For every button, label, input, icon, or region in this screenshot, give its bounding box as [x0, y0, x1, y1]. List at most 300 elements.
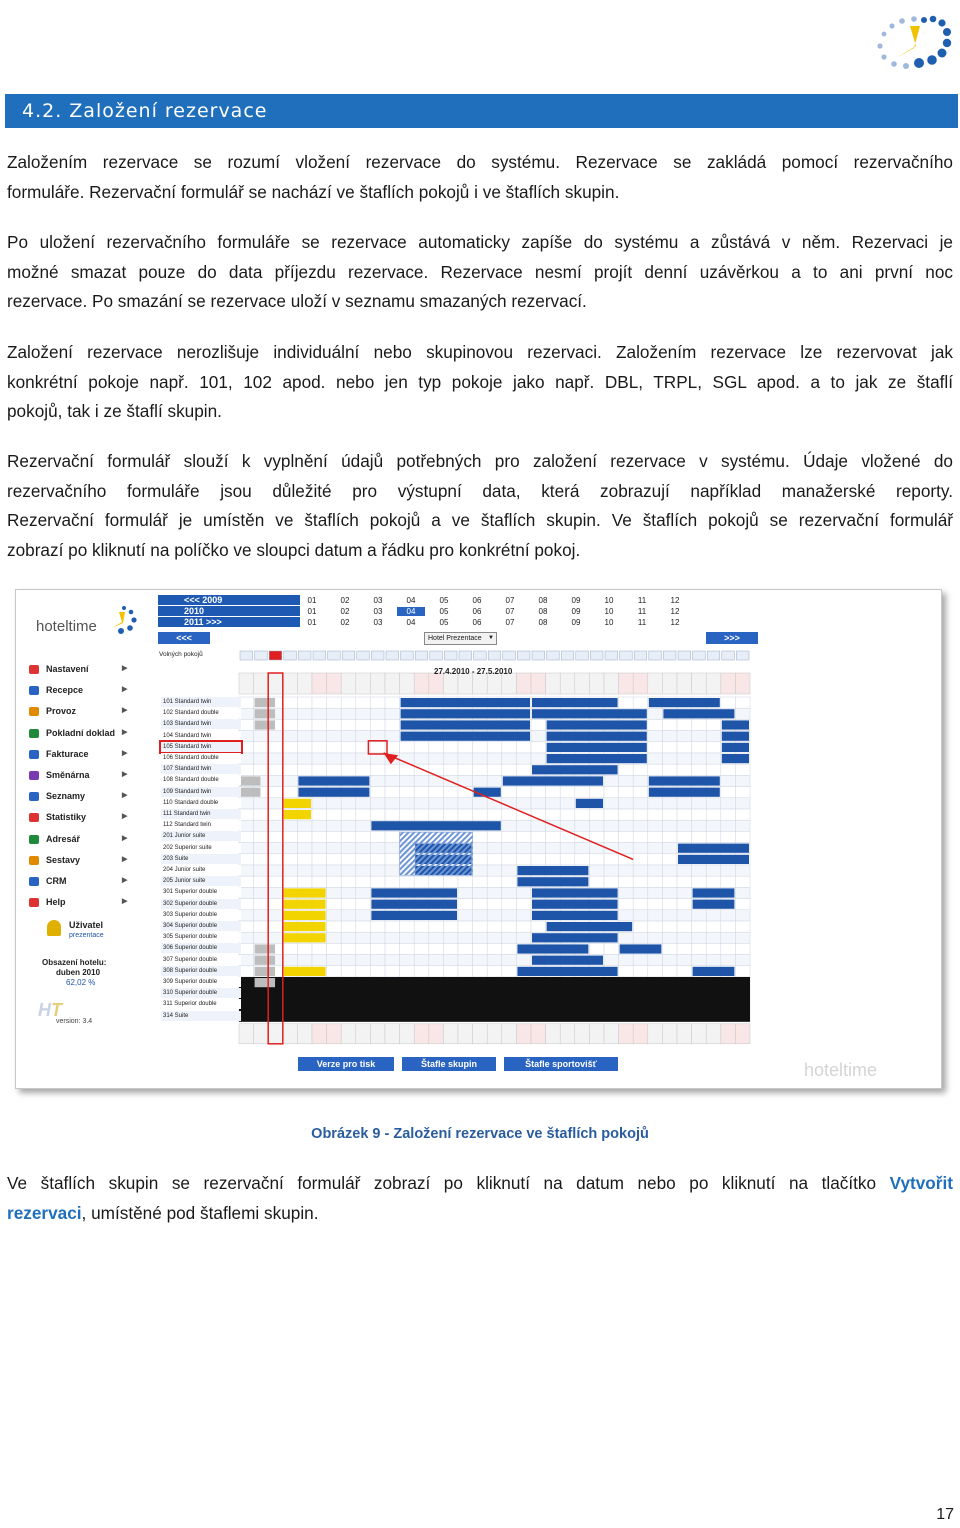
grid-cell[interactable] — [327, 753, 342, 764]
day-header-cell[interactable] — [735, 673, 750, 694]
grid-cell[interactable] — [516, 899, 531, 910]
grid-cell[interactable] — [516, 854, 531, 865]
grid-cell[interactable] — [370, 831, 385, 842]
grid-cell[interactable] — [662, 731, 677, 742]
grid-cell[interactable] — [341, 955, 356, 966]
grid-cell[interactable] — [254, 809, 269, 820]
day-header-cell[interactable] — [283, 673, 298, 694]
grid-cell[interactable] — [239, 719, 254, 730]
grid-cell[interactable] — [268, 798, 283, 809]
grid-cell[interactable] — [239, 887, 254, 898]
reservation-bar[interactable] — [532, 956, 603, 965]
grid-cell[interactable] — [516, 932, 531, 943]
grid-cell[interactable] — [735, 932, 750, 943]
grid-cell[interactable] — [254, 742, 269, 753]
grid-cell[interactable] — [735, 876, 750, 887]
day-header-cell[interactable] — [662, 673, 677, 694]
month-cell[interactable]: 08 — [538, 607, 548, 616]
room-row-label[interactable]: 310 Superior double — [161, 988, 241, 998]
room-row-label[interactable]: 306 Superior double — [161, 943, 241, 953]
month-cell[interactable]: 04 — [397, 607, 425, 616]
month-cell[interactable]: 03 — [373, 618, 383, 627]
grid-cell[interactable] — [283, 697, 298, 708]
reservation-bar[interactable] — [620, 944, 662, 953]
grid-cell[interactable] — [341, 764, 356, 775]
reservation-bar[interactable] — [298, 776, 369, 785]
day-footer-cell[interactable] — [414, 1024, 429, 1044]
grid-cell[interactable] — [414, 787, 429, 798]
grid-cell[interactable] — [662, 820, 677, 831]
grid-cell[interactable] — [531, 843, 546, 854]
day-footer-cell[interactable] — [268, 1024, 283, 1044]
grid-cell[interactable] — [268, 887, 283, 898]
grid-cell[interactable] — [633, 697, 648, 708]
reservation-bar[interactable] — [284, 933, 326, 942]
grid-cell[interactable] — [458, 966, 473, 977]
grid-cell[interactable] — [648, 798, 663, 809]
reservation-bar[interactable] — [517, 877, 588, 886]
day-header-cell[interactable] — [604, 673, 619, 694]
grid-cell[interactable] — [268, 820, 283, 831]
grid-cell[interactable] — [502, 787, 517, 798]
grid-cell[interactable] — [473, 809, 488, 820]
grid-cell[interactable] — [633, 787, 648, 798]
grid-cell[interactable] — [327, 731, 342, 742]
grid-cell[interactable] — [662, 764, 677, 775]
reservation-bar[interactable] — [532, 765, 618, 774]
month-cell[interactable]: 05 — [439, 607, 449, 616]
grid-cell[interactable] — [458, 753, 473, 764]
grid-cell[interactable] — [312, 854, 327, 865]
grid-cell[interactable] — [283, 787, 298, 798]
grid-cell[interactable] — [487, 966, 502, 977]
grid-cell[interactable] — [268, 910, 283, 921]
grid-cell[interactable] — [268, 809, 283, 820]
day-footer-cell[interactable] — [619, 1024, 634, 1044]
reservation-bar[interactable] — [503, 776, 603, 785]
grid-cell[interactable] — [327, 955, 342, 966]
grid-cell[interactable] — [633, 775, 648, 786]
grid-cell[interactable] — [487, 899, 502, 910]
grid-cell[interactable] — [473, 854, 488, 865]
grid-cell[interactable] — [516, 843, 531, 854]
menu-item[interactable] — [30, 876, 128, 886]
grid-cell[interactable] — [648, 764, 663, 775]
grid-cell[interactable] — [239, 921, 254, 932]
month-cell[interactable]: 02 — [340, 607, 350, 616]
grid-cell[interactable] — [473, 910, 488, 921]
grid-cell[interactable] — [341, 899, 356, 910]
grid-cell[interactable] — [385, 787, 400, 798]
grid-cell[interactable] — [268, 932, 283, 943]
grid-cell[interactable] — [400, 742, 415, 753]
day-footer-cell[interactable] — [502, 1024, 517, 1044]
grid-cell[interactable] — [546, 787, 561, 798]
day-header-cell[interactable] — [721, 673, 736, 694]
grid-cell[interactable] — [662, 910, 677, 921]
grid-cell[interactable] — [531, 731, 546, 742]
grid-cell[interactable] — [254, 887, 269, 898]
nav-next-button[interactable]: >>> — [706, 632, 758, 644]
day-footer-cell[interactable] — [575, 1024, 590, 1044]
grid-cell[interactable] — [458, 809, 473, 820]
day-footer-cell[interactable] — [327, 1024, 342, 1044]
grid-cell[interactable] — [443, 798, 458, 809]
grid-cell[interactable] — [341, 820, 356, 831]
grid-cell[interactable] — [458, 742, 473, 753]
day-header-cell[interactable] — [312, 673, 327, 694]
grid-cell[interactable] — [648, 865, 663, 876]
grid-cell[interactable] — [633, 764, 648, 775]
grid-cell[interactable] — [692, 932, 707, 943]
grid-cell[interactable] — [370, 865, 385, 876]
grid-cell[interactable] — [735, 764, 750, 775]
menu-item[interactable] — [30, 854, 128, 865]
grid-cell[interactable] — [692, 764, 707, 775]
day-header-cell[interactable] — [370, 673, 385, 694]
grid-cell[interactable] — [502, 865, 517, 876]
grid-cell[interactable] — [662, 887, 677, 898]
grid-cell[interactable] — [327, 899, 342, 910]
room-row-label[interactable]: 307 Superior double — [161, 955, 241, 965]
grid-cell[interactable] — [487, 753, 502, 764]
grid-cell[interactable] — [254, 843, 269, 854]
grid-cell[interactable] — [487, 932, 502, 943]
grid-cell[interactable] — [297, 697, 312, 708]
grid-cell[interactable] — [356, 887, 371, 898]
grid-cell[interactable] — [254, 876, 269, 887]
grid-cell[interactable] — [619, 809, 634, 820]
day-header-cell[interactable] — [458, 673, 473, 694]
grid-cell[interactable] — [458, 764, 473, 775]
day-footer-cell[interactable] — [239, 1024, 254, 1044]
grid-cell[interactable] — [283, 775, 298, 786]
month-cell[interactable]: 01 — [307, 596, 317, 605]
room-row-label[interactable]: 107 Standard twin — [161, 764, 241, 774]
grid-cell[interactable] — [443, 955, 458, 966]
grid-cell[interactable] — [662, 843, 677, 854]
month-cell[interactable]: 10 — [604, 618, 614, 627]
day-footer-cell[interactable] — [560, 1024, 575, 1044]
grid-cell[interactable] — [385, 943, 400, 954]
grid-cell[interactable] — [356, 966, 371, 977]
grid-cell[interactable] — [648, 854, 663, 865]
grid-cell[interactable] — [370, 854, 385, 865]
grid-cell[interactable] — [341, 697, 356, 708]
grid-cell[interactable] — [735, 955, 750, 966]
day-header-cell[interactable] — [560, 673, 575, 694]
print-version-button[interactable]: Verze pro tisk — [298, 1057, 394, 1071]
grid-cell[interactable] — [283, 865, 298, 876]
grid-cell[interactable] — [327, 742, 342, 753]
grid-cell[interactable] — [356, 798, 371, 809]
grid-cell[interactable] — [327, 843, 342, 854]
grid-cell[interactable] — [283, 731, 298, 742]
grid-cell[interactable] — [633, 921, 648, 932]
grid-cell[interactable] — [604, 787, 619, 798]
grid-cell[interactable] — [356, 697, 371, 708]
grid-cell[interactable] — [312, 742, 327, 753]
grid-cell[interactable] — [239, 955, 254, 966]
day-footer-cell[interactable] — [531, 1024, 546, 1044]
day-footer-cell[interactable] — [370, 1024, 385, 1044]
grid-cell[interactable] — [385, 775, 400, 786]
grid-cell[interactable] — [546, 831, 561, 842]
grid-cell[interactable] — [487, 843, 502, 854]
grid-cell[interactable] — [735, 943, 750, 954]
grid-cell[interactable] — [239, 731, 254, 742]
grid-cell[interactable] — [589, 865, 604, 876]
grid-cell[interactable] — [619, 787, 634, 798]
grid-cell[interactable] — [502, 820, 517, 831]
grid-cell[interactable] — [341, 876, 356, 887]
grid-cell[interactable] — [633, 865, 648, 876]
room-row-label[interactable]: 103 Standard twin — [161, 719, 241, 729]
grid-cell[interactable] — [633, 876, 648, 887]
grid-cell[interactable] — [648, 966, 663, 977]
grid-cell[interactable] — [400, 966, 415, 977]
grid-cell[interactable] — [721, 943, 736, 954]
grid-cell[interactable] — [575, 843, 590, 854]
reservation-bar[interactable] — [532, 900, 618, 909]
grid-cell[interactable] — [516, 955, 531, 966]
grid-cell[interactable] — [692, 943, 707, 954]
grid-cell[interactable] — [312, 708, 327, 719]
grid-cell[interactable] — [692, 831, 707, 842]
sports-schedule-button[interactable]: Štafle sportovišť — [504, 1057, 618, 1071]
grid-cell[interactable] — [473, 899, 488, 910]
grid-cell[interactable] — [312, 955, 327, 966]
grid-cell[interactable] — [604, 831, 619, 842]
grid-cell[interactable] — [706, 798, 721, 809]
day-header-cell[interactable] — [297, 673, 312, 694]
grid-cell[interactable] — [370, 943, 385, 954]
reservation-bar[interactable] — [371, 821, 500, 830]
grid-cell[interactable] — [706, 731, 721, 742]
grid-cell[interactable] — [487, 854, 502, 865]
grid-cell[interactable] — [385, 708, 400, 719]
reservation-bar[interactable] — [532, 709, 647, 718]
grid-cell[interactable] — [312, 843, 327, 854]
grid-cell[interactable] — [385, 719, 400, 730]
grid-cell[interactable] — [356, 820, 371, 831]
grid-cell[interactable] — [604, 955, 619, 966]
grid-cell[interactable] — [341, 719, 356, 730]
grid-cell[interactable] — [297, 876, 312, 887]
grid-cell[interactable] — [429, 809, 444, 820]
grid-cell[interactable] — [443, 764, 458, 775]
grid-cell[interactable] — [619, 798, 634, 809]
grid-cell[interactable] — [721, 820, 736, 831]
grid-cell[interactable] — [356, 955, 371, 966]
grid-cell[interactable] — [735, 775, 750, 786]
grid-cell[interactable] — [268, 831, 283, 842]
grid-cell[interactable] — [721, 910, 736, 921]
day-footer-cell[interactable] — [254, 1024, 269, 1044]
grid-cell[interactable] — [619, 820, 634, 831]
grid-cell[interactable] — [706, 719, 721, 730]
grid-cell[interactable] — [239, 854, 254, 865]
grid-cell[interactable] — [400, 932, 415, 943]
day-header-cell[interactable] — [356, 673, 371, 694]
grid-cell[interactable] — [429, 932, 444, 943]
room-row-label[interactable]: 102 Standard double — [161, 708, 241, 718]
grid-cell[interactable] — [297, 831, 312, 842]
grid-cell[interactable] — [589, 854, 604, 865]
grid-cell[interactable] — [385, 921, 400, 932]
day-header-cell[interactable] — [429, 673, 444, 694]
grid-cell[interactable] — [735, 708, 750, 719]
grid-cell[interactable] — [429, 742, 444, 753]
grid-cell[interactable] — [487, 865, 502, 876]
day-header-cell[interactable] — [531, 673, 546, 694]
month-cell[interactable]: 10 — [604, 596, 614, 605]
grid-cell[interactable] — [604, 854, 619, 865]
grid-cell[interactable] — [356, 910, 371, 921]
grid-cell[interactable] — [400, 775, 415, 786]
grid-cell[interactable] — [268, 876, 283, 887]
grid-cell[interactable] — [677, 719, 692, 730]
grid-cell[interactable] — [706, 764, 721, 775]
grid-cell[interactable] — [473, 831, 488, 842]
reservation-bar[interactable] — [284, 810, 311, 819]
grid-cell[interactable] — [312, 943, 327, 954]
room-row-label[interactable]: 201 Junior suite — [161, 831, 241, 841]
grid-cell[interactable] — [662, 865, 677, 876]
reservation-bar[interactable] — [401, 732, 530, 741]
grid-cell[interactable] — [473, 865, 488, 876]
grid-cell[interactable] — [633, 843, 648, 854]
grid-cell[interactable] — [735, 697, 750, 708]
grid-cell[interactable] — [254, 798, 269, 809]
grid-cell[interactable] — [473, 876, 488, 887]
grid-cell[interactable] — [648, 831, 663, 842]
reservation-bar[interactable] — [547, 922, 633, 931]
grid-cell[interactable] — [487, 955, 502, 966]
room-row-label[interactable]: 105 Standard twin — [161, 742, 241, 752]
room-row-label[interactable]: 108 Standard double — [161, 775, 241, 785]
grid-cell[interactable] — [370, 697, 385, 708]
grid-cell[interactable] — [370, 708, 385, 719]
day-footer-cell[interactable] — [589, 1024, 604, 1044]
grid-cell[interactable] — [662, 742, 677, 753]
grid-cell[interactable] — [414, 742, 429, 753]
grid-cell[interactable] — [589, 876, 604, 887]
grid-cell[interactable] — [443, 932, 458, 943]
grid-cell[interactable] — [619, 865, 634, 876]
grid-cell[interactable] — [385, 876, 400, 887]
grid-cell[interactable] — [370, 955, 385, 966]
month-cell[interactable]: 02 — [340, 618, 350, 627]
room-row-label[interactable]: 311 Superior double — [161, 999, 241, 1009]
grid-cell[interactable] — [502, 921, 517, 932]
grid-cell[interactable] — [662, 955, 677, 966]
grid-cell[interactable] — [721, 809, 736, 820]
grid-cell[interactable] — [648, 719, 663, 730]
grid-cell[interactable] — [239, 966, 254, 977]
room-row-label[interactable]: 101 Standard twin — [161, 697, 241, 707]
grid-cell[interactable] — [458, 798, 473, 809]
grid-cell[interactable] — [385, 854, 400, 865]
grid-cell[interactable] — [633, 798, 648, 809]
grid-cell[interactable] — [531, 753, 546, 764]
grid-cell[interactable] — [633, 887, 648, 898]
grid-cell[interactable] — [443, 943, 458, 954]
grid-cell[interactable] — [385, 932, 400, 943]
grid-cell[interactable] — [370, 719, 385, 730]
grid-cell[interactable] — [370, 921, 385, 932]
grid-cell[interactable] — [254, 932, 269, 943]
reservation-bar[interactable] — [284, 900, 326, 909]
grid-cell[interactable] — [560, 787, 575, 798]
grid-cell[interactable] — [633, 854, 648, 865]
reservation-bar[interactable] — [678, 855, 749, 864]
create-reservation-link[interactable]: Vytvořit — [889, 1173, 953, 1193]
day-header-cell[interactable] — [385, 673, 400, 694]
day-header-cell[interactable] — [341, 673, 356, 694]
grid-cell[interactable] — [487, 921, 502, 932]
grid-cell[interactable] — [297, 820, 312, 831]
grid-cell[interactable] — [385, 966, 400, 977]
grid-cell[interactable] — [254, 854, 269, 865]
grid-cell[interactable] — [662, 921, 677, 932]
grid-cell[interactable] — [414, 921, 429, 932]
grid-cell[interactable] — [341, 753, 356, 764]
grid-cell[interactable] — [619, 966, 634, 977]
grid-cell[interactable] — [677, 932, 692, 943]
grid-cell[interactable] — [721, 697, 736, 708]
reservation-bar[interactable] — [401, 720, 530, 729]
grid-cell[interactable] — [327, 820, 342, 831]
grid-cell[interactable] — [297, 843, 312, 854]
grid-cell[interactable] — [327, 831, 342, 842]
grid-cell[interactable] — [735, 887, 750, 898]
day-footer-cell[interactable] — [473, 1024, 488, 1044]
menu-item[interactable] — [30, 791, 128, 802]
reservation-bar[interactable] — [693, 888, 735, 897]
grid-cell[interactable] — [531, 798, 546, 809]
grid-cell[interactable] — [327, 854, 342, 865]
grid-cell[interactable] — [356, 719, 371, 730]
group-block-hatched[interactable] — [400, 832, 473, 875]
reservation-bar[interactable] — [371, 888, 457, 897]
grid-cell[interactable] — [414, 943, 429, 954]
grid-cell[interactable] — [385, 831, 400, 842]
grid-cell[interactable] — [619, 831, 634, 842]
day-footer-cell[interactable] — [721, 1024, 736, 1044]
menu-item[interactable] — [30, 833, 128, 844]
grid-cell[interactable] — [604, 876, 619, 887]
day-header-cell[interactable] — [327, 673, 342, 694]
grid-cell[interactable] — [341, 966, 356, 977]
grid-cell[interactable] — [735, 966, 750, 977]
grid-cell[interactable] — [254, 865, 269, 876]
grid-cell[interactable] — [356, 831, 371, 842]
grid-cell[interactable] — [648, 809, 663, 820]
grid-cell[interactable] — [283, 943, 298, 954]
grid-cell[interactable] — [370, 809, 385, 820]
grid-cell[interactable] — [735, 831, 750, 842]
grid-cell[interactable] — [239, 809, 254, 820]
grid-cell[interactable] — [268, 787, 283, 798]
reservation-bar[interactable] — [547, 754, 647, 763]
grid-cell[interactable] — [312, 820, 327, 831]
reservation-bar[interactable] — [663, 709, 734, 718]
grid-cell[interactable] — [312, 697, 327, 708]
grid-cell[interactable] — [370, 966, 385, 977]
reservation-bar[interactable] — [284, 888, 326, 897]
grid-cell[interactable] — [400, 787, 415, 798]
